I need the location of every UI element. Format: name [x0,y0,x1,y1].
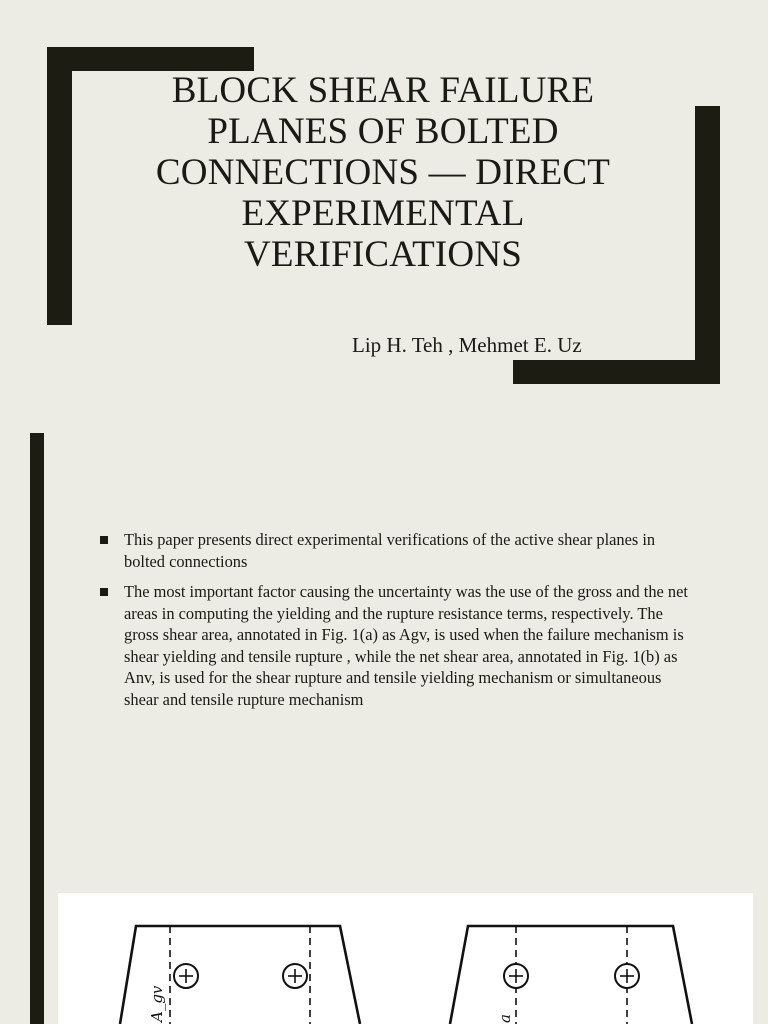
agv-label: A_gv [148,985,166,1022]
bullet-item [98,581,688,710]
frame-bar-top [47,47,254,71]
title-line: VERIFICATIONS [243,234,523,275]
connection-diagram [58,893,753,1024]
title-line: PLANES OF BOLTED [207,111,559,152]
bolt-hole-icon [615,964,639,988]
frame-bar-bottom [513,360,720,384]
frame-bar-left [47,47,72,325]
title-line: CONNECTIONS — DIRECT [155,152,611,193]
title-line: BLOCK SHEAR FAILURE [171,70,595,111]
bullet-item [98,529,688,572]
authors: Lip H. Teh , Mehmet E. Uz [352,333,582,357]
bullet-text: The most important factor causing the uncertainty was the use of the gross and the net areas in computing the yielding and the rupture resistance terms, respectively. The gross shear area, annotated in Fig. 1(a) as Agv, is used when the failure mechanism is shear yielding and tensile rupture , while the net shear area, annotated in Fig. 1(b) as Anv, is used for the shear rupture and tensile yielding mechanism or simultaneous shear and tensile rupture mechanism [124,582,688,709]
bolt-hole-icon [504,964,528,988]
anv-label: a [496,1014,514,1023]
plate-a [120,926,360,1024]
connection-figure [58,893,753,1024]
accent-bar [30,433,44,865]
bullet-text: This paper presents direct experimental verifications of the active shear planes in bolted connections [124,530,656,571]
accent-bar [30,865,44,1024]
frame-bar-right [695,106,720,384]
square-bullet-icon [100,536,108,544]
bullet-list [98,529,688,719]
title-line: EXPERIMENTAL [241,193,525,234]
figure-slide [0,865,768,1024]
bolt-hole-icon [283,964,307,988]
slide-title [100,70,666,275]
bolt-hole-icon [174,964,198,988]
title-slide [0,0,768,415]
plate-b [450,926,692,1024]
square-bullet-icon [100,588,108,596]
